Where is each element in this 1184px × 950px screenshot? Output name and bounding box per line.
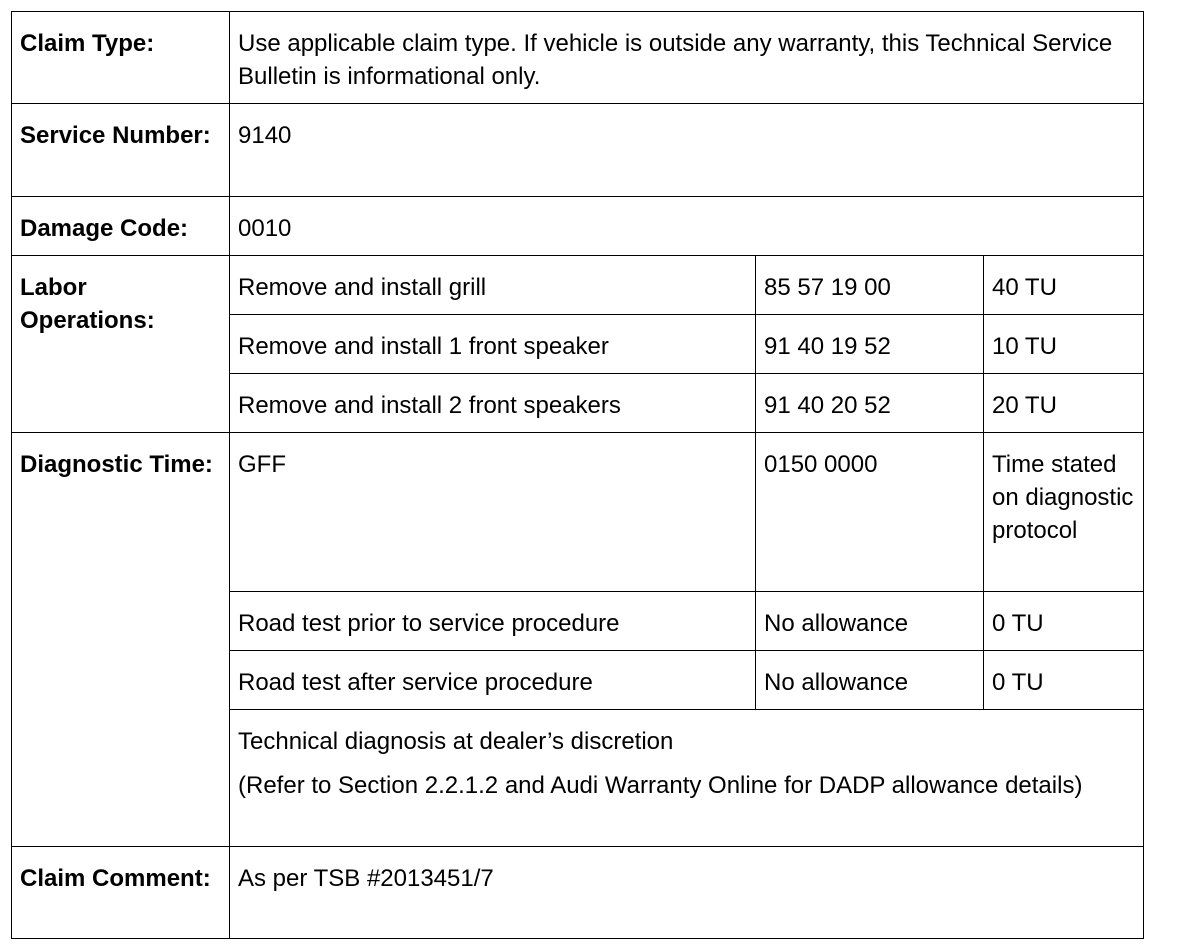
labor-operation-row — [12, 256, 1144, 315]
labor-operation-time: 40 TU — [984, 256, 1144, 315]
diagnostic-time-label: Diagnostic Time: — [12, 433, 230, 847]
claim-comment-label: Claim Comment: — [12, 847, 230, 939]
labor-operation-code: 91 40 20 52 — [756, 374, 984, 433]
labor-operation-description: Remove and install 2 front speakers — [230, 374, 756, 433]
claim-type-label: Claim Type: — [12, 12, 230, 104]
diagnostic-note — [230, 710, 1144, 847]
labor-operation-description: Remove and install 1 front speaker — [230, 315, 756, 374]
diagnostic-code: No allowance — [756, 592, 984, 651]
claim-info-table — [11, 11, 1144, 939]
service-number-label: Service Number: — [12, 104, 230, 197]
diagnostic-note-line: Technical diagnosis at dealer’s discretion — [238, 728, 674, 755]
labor-operation-time: 20 TU — [984, 374, 1144, 433]
labor-operations-label: Labor Operations: — [12, 256, 230, 433]
labor-operation-description: Remove and install grill — [230, 256, 756, 315]
claim-comment-value: As per TSB #2013451/7 — [230, 847, 1144, 939]
diagnostic-time-row — [12, 433, 1144, 592]
claim-comment-row — [12, 847, 1144, 939]
claim-type-value: Use applicable claim type. If vehicle is outside any warranty, this Technical Service Bulletin is informational only. — [230, 12, 1144, 104]
damage-code-label: Damage Code: — [12, 197, 230, 256]
diagnostic-description: GFF — [230, 433, 756, 592]
labor-operation-time: 10 TU — [984, 315, 1144, 374]
diagnostic-description: Road test after service procedure — [230, 651, 756, 710]
diagnostic-code: No allowance — [756, 651, 984, 710]
diagnostic-time-value: 0 TU — [984, 592, 1144, 651]
damage-code-row — [12, 197, 1144, 256]
claim-type-row — [12, 12, 1144, 104]
diagnostic-time-value: 0 TU — [984, 651, 1144, 710]
diagnostic-note-reference: (Refer to Section 2.2.1.2 and Audi Warranty Online for DADP allowance details) — [238, 772, 1083, 799]
labor-operation-code: 91 40 19 52 — [756, 315, 984, 374]
diagnostic-description: Road test prior to service procedure — [230, 592, 756, 651]
damage-code-value: 0010 — [230, 197, 1144, 256]
diagnostic-time-value: Time stated on diagnostic protocol — [984, 433, 1144, 592]
service-number-row — [12, 104, 1144, 197]
labor-operation-code: 85 57 19 00 — [756, 256, 984, 315]
diagnostic-code: 0150 0000 — [756, 433, 984, 592]
service-number-value: 9140 — [230, 104, 1144, 197]
